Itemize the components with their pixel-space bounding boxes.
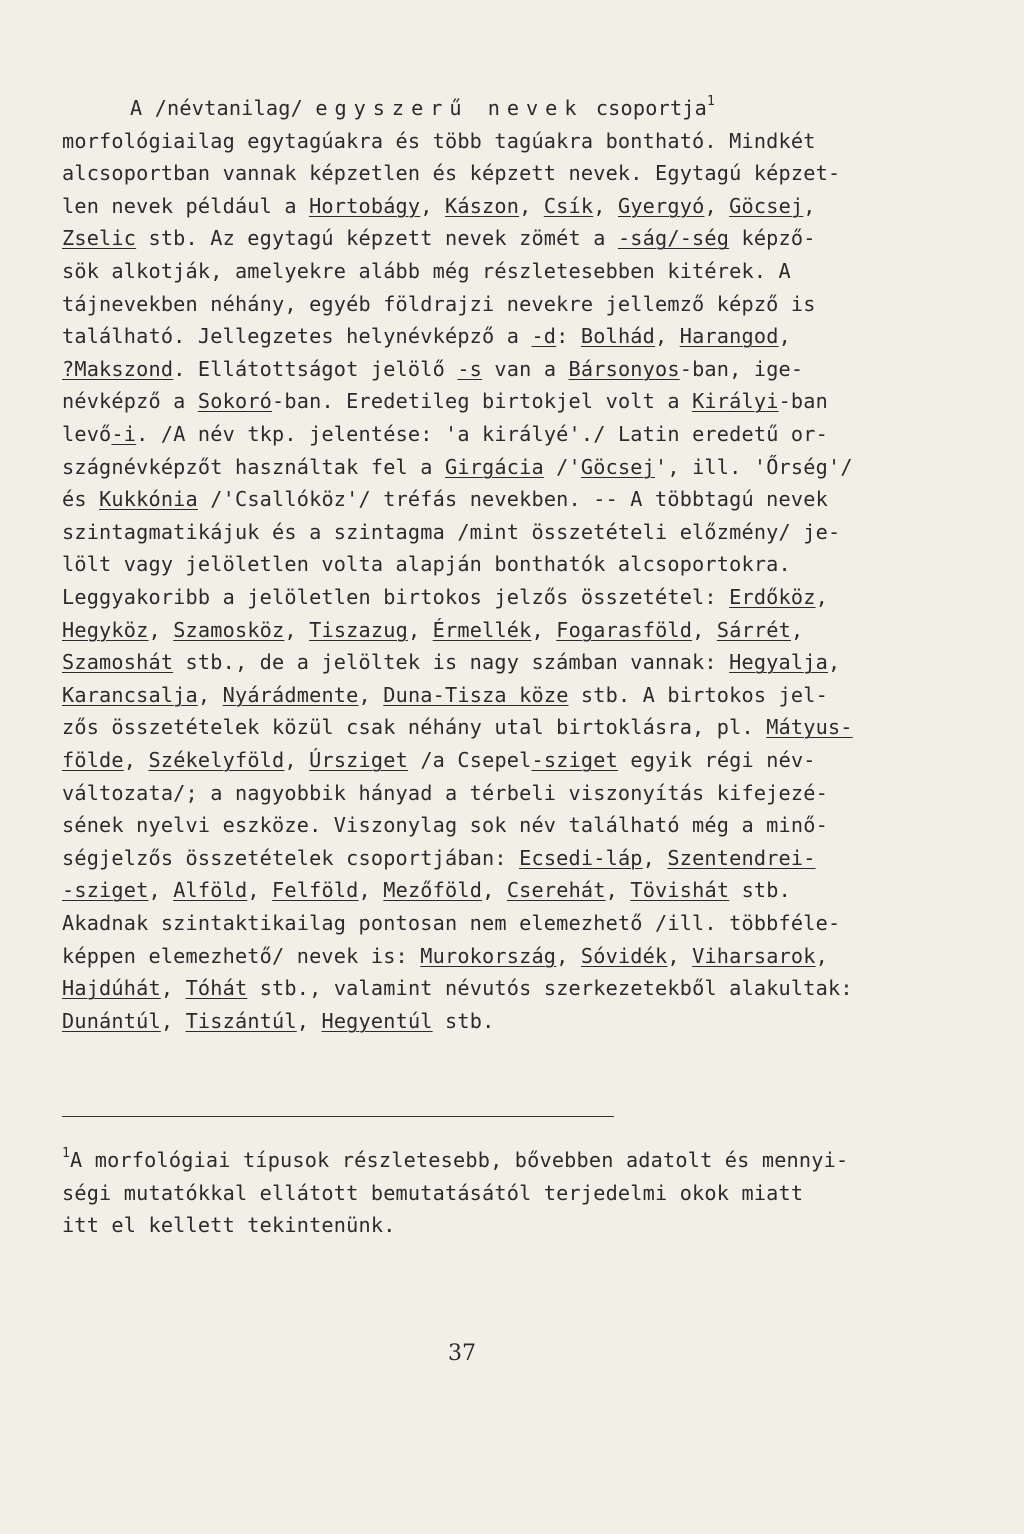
text-line: szintagmatikájuk és a szintagma /mint összetételi előzmény/ je-	[62, 519, 841, 544]
footnote-line: itt el kellett tekintenünk.	[62, 1213, 396, 1238]
text-line: Karancsalja, Nyárádmente, Duna-Tisza köze stb. A birtokos jel-	[62, 682, 828, 707]
text-line: A /névtanilag/ egyszerű nevek csoportja$^1$	[130, 94, 716, 120]
text-line: képpen elemezhető/ nevek is: Murokország, Sóvidék, Viharsarok,	[62, 943, 828, 968]
text-line: Leggyakoribb a jelöletlen birtokos jelzős összetétel: Erdőköz,	[62, 585, 828, 609]
footnote-marker: 1	[707, 94, 716, 109]
text-line: ?Makszond. Ellátottságot jelölő -s van a Bársonyos-ban, ige-	[62, 356, 804, 381]
text-line: és Kukkónia /'Csallóköz'/ tréfás nevekben. -- A többtagú nevek	[62, 487, 828, 512]
text-line: -sziget, Alföld, Felföld, Mezőföld, Cserehát, Tövishát stb.	[62, 878, 791, 903]
footnote-number: 1	[62, 1146, 71, 1161]
text-line: zős összetételek közül csak néhány utal birtoklásra, pl. Mátyus-	[62, 715, 853, 740]
text-line: Hegyköz, Szamosköz, Tiszazug, Érmellék, Fogarasföld, Sárrét,	[62, 617, 804, 642]
text-line: Dunántúl, Tiszántúl, Hegyentúl stb.	[62, 1008, 495, 1033]
text-line: levő-i. /A név tkp. jelentése: 'a királyé'./ Latin eredetű or-	[62, 422, 828, 446]
text-line: változata/; a nagyobbik hányad a térbeli viszonyítás kifejezé-	[62, 780, 828, 805]
text-line: Akadnak szintaktikailag pontosan nem elemezhető /ill. többféle-	[62, 911, 841, 935]
text-line: sök alkotják, amelyekre alább még részletesebben kitérek. A	[62, 259, 791, 283]
text-line: morfológiailag egytagúakra és több tagúakra bontható. Mindkét	[62, 128, 816, 153]
text-line: névképző a Sokoró-ban. Eredetileg birtokjel volt a Királyi-ban	[62, 389, 828, 414]
footnote-divider	[62, 1116, 614, 1117]
text-line: ségjelzős összetételek csoportjában: Ecsedi-láp, Szentendrei-	[62, 845, 816, 870]
footnote-line: $^1$A morfológiai típusok részletesebb, bővebben adatolt és mennyi-	[62, 1146, 849, 1172]
text-line: Szamoshát stb., de a jelöltek is nagy számban vannak: Hegyalja,	[62, 650, 841, 675]
text-line: Zselic stb. Az egytagú képzett nevek zömét a -ság/-ség képző-	[62, 226, 816, 251]
text-line: földe, Székelyföld, Úrsziget /a Csepel-sziget egyik régi név-	[62, 748, 816, 772]
text-line: szágnévképzőt használtak fel a Girgácia /'Göcsej', ill. 'Őrség'/	[62, 454, 853, 479]
text-line: található. Jellegzetes helynévképző a -d: Bolhád, Harangod,	[62, 324, 791, 349]
text-line: tájnevekben néhány, egyéb földrajzi nevekre jellemző képző is	[62, 291, 816, 316]
text-line: alcsoportban vannak képzetlen és képzett nevek. Egytagú képzet-	[62, 161, 841, 186]
text-line: lölt vagy jelöletlen volta alapján bonthatók alcsoportokra.	[62, 552, 791, 577]
footnote-line: ségi mutatókkal ellátott bemutatásától terjedelmi okok miatt	[62, 1180, 804, 1205]
text-line: sének nyelvi eszköze. Viszonylag sok név található még a minő-	[62, 813, 828, 838]
page-number: 37	[448, 1341, 476, 1366]
text-line: len nevek például a Hortobágy, Kászon, Csík, Gyergyó, Göcsej,	[62, 193, 816, 218]
text-line: Hajdúhát, Tóhát stb., valamint névutós szerkezetekből alakultak:	[62, 976, 853, 1001]
